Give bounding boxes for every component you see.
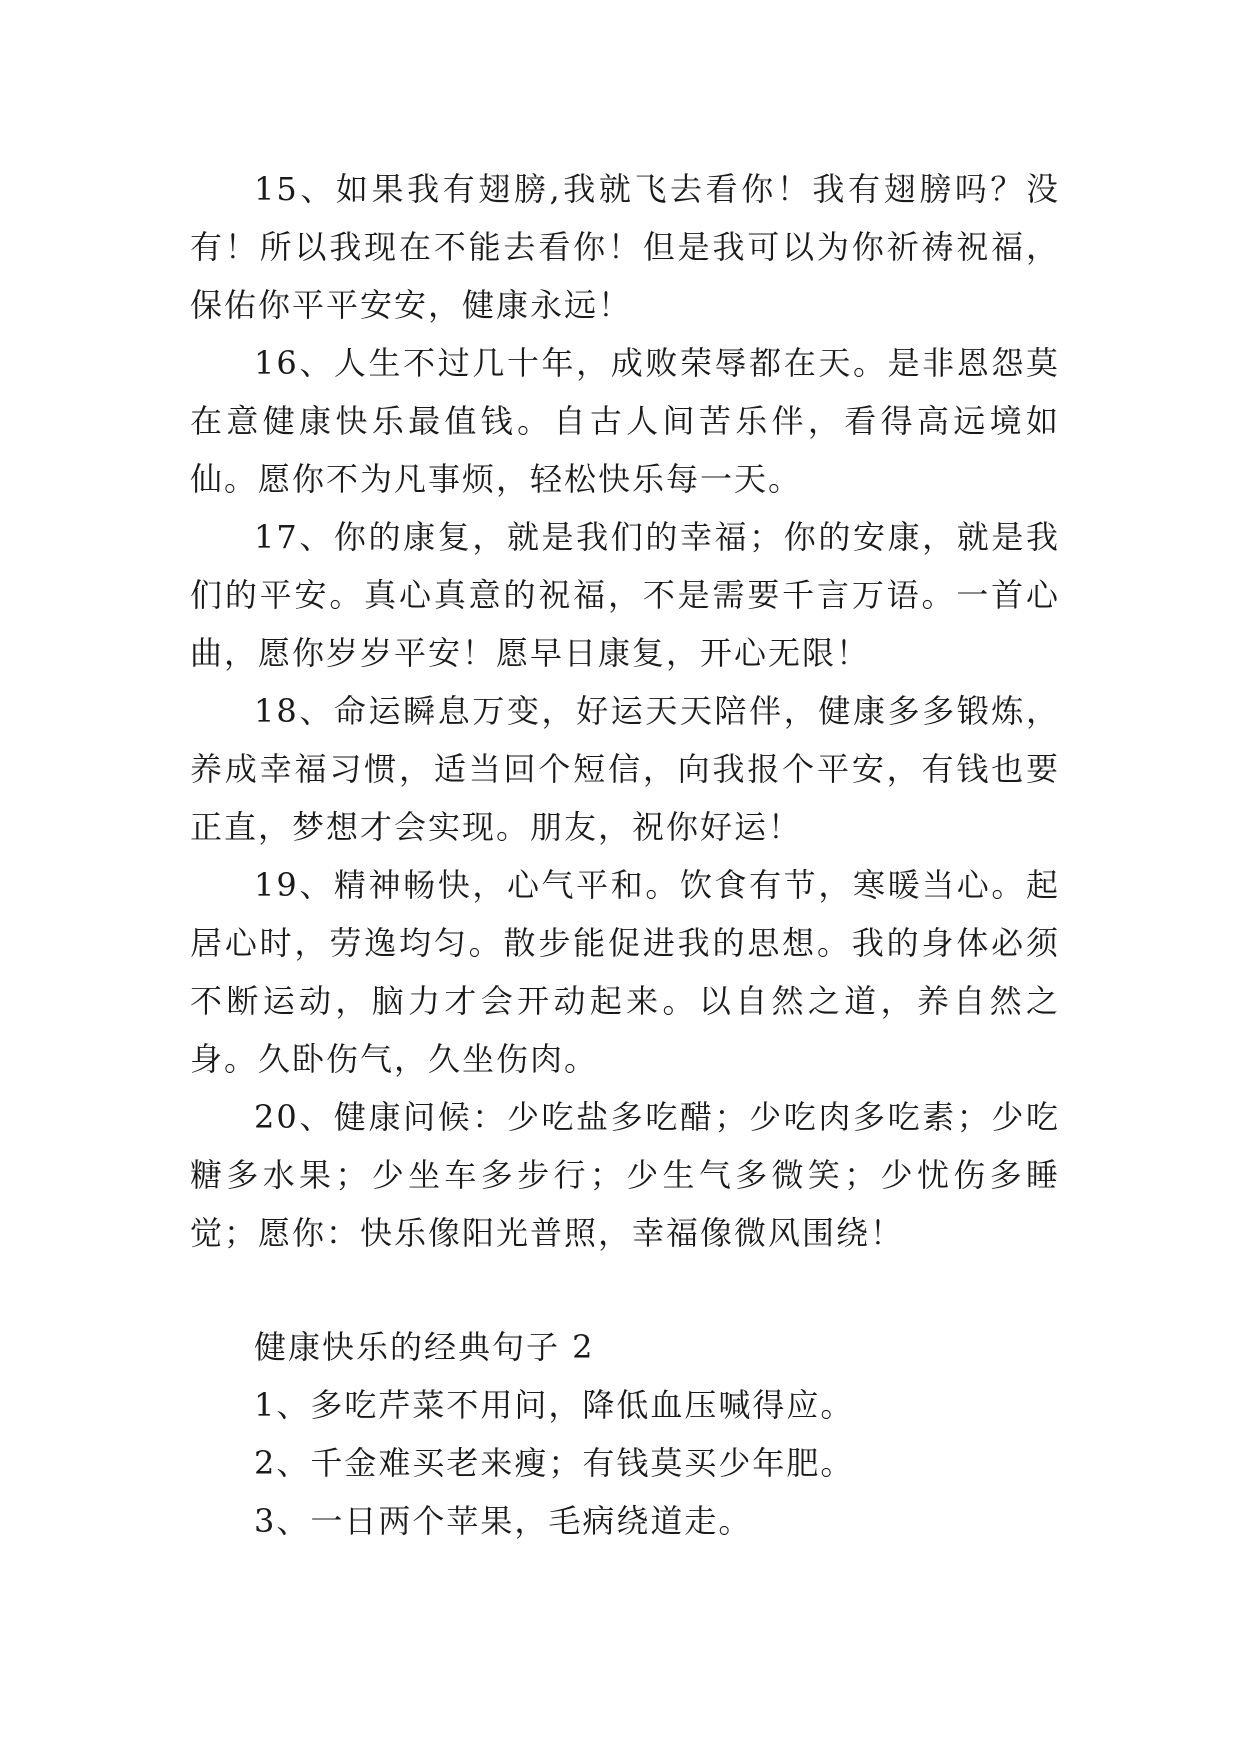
- paragraph-18: 18、命运瞬息万变，好运天天陪伴，健康多多锻炼，养成幸福习惯，适当回个短信，向我报个平安，有钱也要正直，梦想才会实现。朋友，祝你好运！: [190, 692, 1060, 846]
- paragraph-20: 20、健康问候：少吃盐多吃醋；少吃肉多吃素；少吃糖多水果；少坐车多步行；少生气多微笑；少忧伤多睡觉；愿你：快乐像阳光普照，幸福像微风围绕！: [190, 1098, 1060, 1252]
- paragraph-16: 16、人生不过几十年，成败荣辱都在天。是非恩怨莫在意健康快乐最值钱。自古人间苦乐伴，看得高远境如仙。愿你不为凡事烦，轻松快乐每一天。: [190, 344, 1060, 498]
- document-body: [190, 160, 1060, 1550]
- list-item: 1、多吃芹菜不用问，降低血压喊得应。: [254, 1386, 855, 1424]
- paragraph-17: 17、你的康复，就是我们的幸福；你的安康，就是我们的平安。真心真意的祝福，不是需要千言万语。一首心曲，愿你岁岁平安！愿早日康复，开心无限！: [190, 518, 1060, 672]
- paragraph-15: 15、如果我有翅膀,我就飞去看你！我有翅膀吗？没有！所以我现在不能去看你！但是我可以为你祈祷祝福，保佑你平平安安，健康永远！: [190, 170, 1060, 324]
- section-title: 健康快乐的经典句子 2: [254, 1328, 595, 1366]
- list-item: 2、千金难买老来瘦；有钱莫买少年肥。: [254, 1444, 855, 1482]
- list-item: 3、一日两个苹果，毛病绕道走。: [254, 1502, 753, 1540]
- paragraph-19: 19、精神畅快，心气平和。饮食有节，寒暖当心。起居心时，劳逸均匀。散步能促进我的思想。我的身体必须不断运动，脑力才会开动起来。以自然之道，养自然之身。久卧伤气，久坐伤肉。: [190, 866, 1060, 1078]
- section-gap: [190, 1262, 1060, 1318]
